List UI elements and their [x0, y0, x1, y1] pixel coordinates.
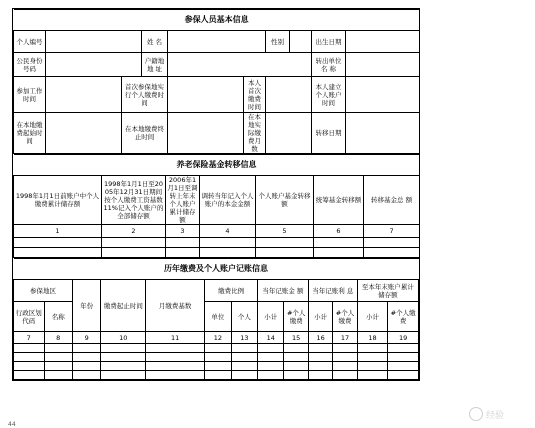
personal-pay-header: #个人缴费: [284, 302, 308, 332]
year-header: 年份: [72, 280, 100, 332]
history-cell[interactable]: [357, 353, 388, 362]
history-cell[interactable]: [388, 344, 419, 353]
year-end-header: 至本年末账户累计储存额: [357, 280, 418, 302]
corner-note: 44: [8, 421, 16, 428]
work-start-label: 参加工作时间: [14, 77, 46, 113]
history-cell[interactable]: [101, 344, 146, 353]
pension-cell[interactable]: [314, 248, 364, 258]
history-cell[interactable]: [205, 344, 231, 353]
hukou-field[interactable]: [168, 53, 312, 77]
pension-header: 个人账户基金转移额: [256, 176, 314, 225]
pension-cell[interactable]: [166, 248, 200, 258]
id-no-label: 公民身份号码: [14, 53, 46, 77]
current-interest-header: 当年记账利 息: [308, 280, 357, 302]
history-cell[interactable]: [146, 362, 205, 371]
history-col-no: 9: [72, 332, 100, 344]
region-name-header: 名称: [44, 302, 72, 332]
self-first-pay-field[interactable]: [266, 77, 312, 113]
history-cell[interactable]: [72, 353, 100, 362]
current-amount-header: 当年记账金 额: [258, 280, 309, 302]
pension-cell[interactable]: [364, 238, 420, 248]
history-cell[interactable]: [231, 344, 257, 353]
history-cell[interactable]: [357, 344, 388, 353]
history-col-no: 16: [308, 332, 332, 344]
history-title: 历年缴费及个人账户记账信息: [14, 259, 419, 280]
period-header: 缴费起止时间: [101, 280, 146, 332]
first-contribution-label: 首次参保地实行个人缴费时间: [122, 77, 168, 113]
history-cell[interactable]: [205, 371, 231, 380]
history-col-no: 19: [388, 332, 419, 344]
local-start-label: 在本地缴费起始时间: [14, 113, 46, 154]
pension-header: 1998年1月1日至2005年12月31日期间按个人缴费工资基数11%记入个人账户的全部储存额: [102, 176, 166, 225]
history-col-no: 10: [101, 332, 146, 344]
ratio-unit-header: 单位: [205, 302, 231, 332]
history-cell[interactable]: [101, 353, 146, 362]
history-cell[interactable]: [14, 344, 45, 353]
account-setup-label: 本人建立个人账户时间: [312, 77, 346, 113]
history-cell[interactable]: [14, 362, 45, 371]
personal-no-label: 个人编号: [14, 31, 46, 53]
gender-field[interactable]: [290, 31, 312, 53]
history-col-no: 18: [357, 332, 388, 344]
work-start-field[interactable]: [46, 77, 122, 113]
history-table: [13, 258, 419, 380]
pension-header: 1998年1月1日前账户中个人缴费累计储存额: [14, 176, 102, 225]
history-cell[interactable]: [231, 353, 257, 362]
history-cell[interactable]: [308, 371, 332, 380]
pension-title: 养老保险基金转移信息: [14, 155, 420, 176]
history-cell[interactable]: [388, 371, 419, 380]
pension-cell[interactable]: [200, 238, 256, 248]
history-cell[interactable]: [146, 353, 205, 362]
pension-cell[interactable]: [102, 238, 166, 248]
history-cell[interactable]: [44, 371, 72, 380]
history-cell[interactable]: [72, 362, 100, 371]
self-first-pay-label: 本人首次缴费时间: [244, 77, 266, 113]
pension-cell[interactable]: [256, 248, 314, 258]
history-cell[interactable]: [146, 371, 205, 380]
history-cell[interactable]: [308, 353, 332, 362]
id-no-field[interactable]: [46, 53, 142, 77]
basic-info-title: 参保人员基本信息: [14, 10, 420, 31]
pension-col-no: 3: [166, 225, 200, 238]
history-cell[interactable]: [333, 344, 357, 353]
history-cell[interactable]: [205, 362, 231, 371]
history-cell[interactable]: [333, 362, 357, 371]
history-cell[interactable]: [284, 344, 308, 353]
region-header: 参保地区: [14, 280, 73, 302]
transfer-out-unit-label: 转出单位名 称: [312, 53, 346, 77]
history-col-no: 7: [14, 332, 45, 344]
history-cell[interactable]: [308, 362, 332, 371]
transfer-date-label: 转移日期: [312, 113, 346, 154]
history-col-no: 14: [258, 332, 284, 344]
pension-header: 2006年1月1日至调转上年末个人账户累计储存额: [167, 176, 198, 224]
history-cell[interactable]: [357, 371, 388, 380]
history-cell[interactable]: [44, 344, 72, 353]
pension-col-no: 5: [256, 225, 314, 238]
watermark: [469, 406, 527, 422]
pension-transfer-table: [13, 154, 420, 258]
history-cell[interactable]: [357, 362, 388, 371]
history-cell[interactable]: [231, 371, 257, 380]
pension-col-no: 6: [314, 225, 364, 238]
history-cell[interactable]: [205, 353, 231, 362]
pension-col-no: 2: [102, 225, 166, 238]
history-cell[interactable]: [146, 344, 205, 353]
pension-cell[interactable]: [256, 238, 314, 248]
local-months-label: 在本地实际缴费月数: [244, 113, 266, 154]
transfer-date-field[interactable]: [346, 113, 420, 154]
personal-no-field[interactable]: [46, 31, 142, 53]
name-label: 姓 名: [142, 31, 168, 53]
pension-transfer-form: [12, 8, 420, 381]
pension-cell[interactable]: [200, 248, 256, 258]
history-cell[interactable]: [231, 362, 257, 371]
history-cell[interactable]: [258, 353, 284, 362]
gender-label: 性别: [266, 31, 290, 53]
history-cell[interactable]: [44, 362, 72, 371]
history-cell[interactable]: [308, 344, 332, 353]
local-end-label: 在本地缴费终止时间: [122, 113, 168, 154]
history-cell[interactable]: [258, 344, 284, 353]
history-cell[interactable]: [258, 371, 284, 380]
history-cell[interactable]: [284, 371, 308, 380]
history-cell[interactable]: [101, 362, 146, 371]
region-code-header: 行政区划代码: [14, 302, 45, 332]
birth-date-field[interactable]: [346, 31, 420, 53]
history-cell[interactable]: [333, 371, 357, 380]
history-cell[interactable]: [72, 371, 100, 380]
local-start-field[interactable]: [46, 113, 122, 154]
history-col-no: 8: [44, 332, 72, 344]
history-col-no: 11: [146, 332, 205, 344]
history-cell[interactable]: [333, 353, 357, 362]
ratio-header: 缴费比例: [205, 280, 258, 302]
ratio-personal-header: 个人: [231, 302, 257, 332]
pension-col-no: 1: [14, 225, 102, 238]
pension-cell[interactable]: [14, 248, 102, 258]
history-cell[interactable]: [258, 362, 284, 371]
pension-cell[interactable]: [314, 238, 364, 248]
history-col-no: 13: [231, 332, 257, 344]
account-setup-field[interactable]: [346, 77, 420, 113]
personal-pay-header: #个人缴费: [333, 302, 357, 332]
pension-col-no: 4: [200, 225, 256, 238]
pension-cell[interactable]: [364, 248, 420, 258]
pension-cell[interactable]: [102, 248, 166, 258]
subtotal-header: 小计: [308, 302, 332, 332]
pension-header: 转移基金总 额: [364, 176, 420, 225]
personal-pay-header: #个人缴费: [388, 302, 419, 332]
pension-cell[interactable]: [14, 238, 102, 248]
transfer-out-unit-field[interactable]: [346, 53, 420, 77]
history-cell[interactable]: [44, 353, 72, 362]
history-col-no: 12: [205, 332, 231, 344]
birth-date-label: 出生日期: [312, 31, 346, 53]
history-cell[interactable]: [284, 353, 308, 362]
history-cell[interactable]: [101, 371, 146, 380]
history-cell[interactable]: [14, 353, 45, 362]
subtotal-header: 小计: [357, 302, 388, 332]
name-field[interactable]: [168, 31, 266, 53]
pension-col-no: 7: [364, 225, 420, 238]
watermark-logo-icon: [469, 407, 483, 421]
history-cell[interactable]: [72, 344, 100, 353]
pension-header: 调转当年记入个人账户的本金金额: [200, 176, 256, 225]
local-months-field[interactable]: [266, 113, 312, 154]
basic-info-table: [13, 9, 420, 154]
history-cell[interactable]: [14, 371, 45, 380]
history-col-no: 17: [333, 332, 357, 344]
history-cell[interactable]: [284, 362, 308, 371]
history-cell[interactable]: [388, 362, 419, 371]
local-end-field[interactable]: [168, 113, 244, 154]
pension-header: 统筹基金转移额: [314, 176, 364, 225]
first-contribution-field[interactable]: [168, 77, 244, 113]
base-header: 月缴费基数: [146, 280, 205, 332]
pension-cell[interactable]: [166, 238, 200, 248]
watermark-text: 经验: [486, 410, 505, 421]
subtotal-header: 小计: [258, 302, 284, 332]
history-col-no: 15: [284, 332, 308, 344]
hukou-label: 户籍地地 址: [142, 53, 168, 77]
history-cell[interactable]: [388, 353, 419, 362]
